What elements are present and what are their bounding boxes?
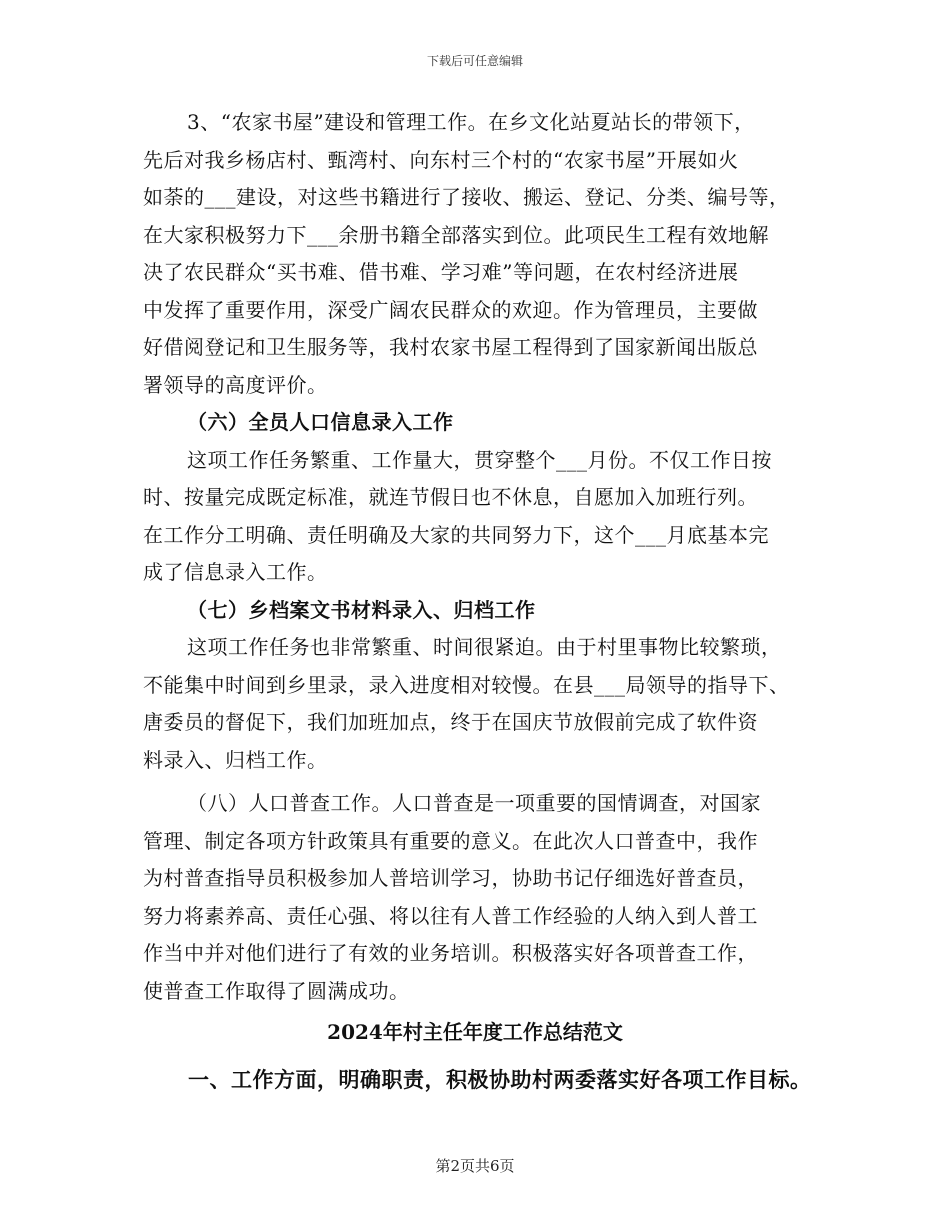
- text-line: 时、按量完成既定标准，就连节假日也不休息，自愿加入加班行列。: [143, 485, 758, 509]
- section-heading-6: （六）全员人口信息录入工作: [187, 410, 454, 434]
- text-line: 成了信息录入工作。: [143, 560, 328, 584]
- page-number-footer: 第2页共6页: [435, 1157, 515, 1175]
- text-line: （八）人口普查工作。人口普查是一项重要的国情调查，对国家: [187, 791, 761, 815]
- text-line: 管理、制定各项方针政策具有重要的意义。在此次人口普查中，我作: [143, 828, 758, 853]
- text-line: 署领导的高度评价。: [143, 372, 328, 397]
- text-line: 料录入、归档工作。: [143, 747, 328, 772]
- document-title: 2024年村主任年度工作总结范文: [327, 1020, 623, 1044]
- document-body: [143, 104, 823, 1010]
- text-line: 这项工作任务繁重、工作量大，贯穿整个___月份。不仅工作日按: [187, 447, 772, 472]
- text-line: 决了农民群众“买书难、借书难、学习难”等问题，在农村经济进展: [143, 260, 739, 284]
- text-line: 如荼的___建设，对这些书籍进行了接收、搬运、登记、分类、编号等，: [143, 185, 790, 209]
- paragraph-population-info: [143, 442, 823, 592]
- section-heading-1: 一、工作方面，明确职责，积极协助村两委落实好各项工作目标。: [188, 1067, 812, 1092]
- text-line: 使普查工作取得了圆满成功。: [143, 978, 410, 1003]
- text-line: 先后对我乡杨店村、甄湾村、向东村三个村的“农家书屋”开展如火: [143, 147, 739, 172]
- section-heading-7: （七）乡档案文书材料录入、归档工作: [187, 597, 536, 622]
- text-line: 在工作分工明确、责任明确及大家的共同努力下，这个___月底基本完: [143, 522, 769, 547]
- text-line: 努力将素养高、责任心强、将以往有人普工作经验的人纳入到人普工: [143, 903, 758, 928]
- paragraph-census: [143, 785, 823, 1010]
- text-line: 好借阅登记和卫生服务等，我村农家书屋工程得到了国家新闻出版总: [143, 335, 758, 359]
- text-line: 3、“农家书屋”建设和管理工作。在乡文化站夏站长的带领下，: [187, 110, 755, 134]
- text-line: 唐委员的督促下，我们加班加点，终于在国庆节放假前完成了软件资: [143, 710, 758, 734]
- text-line: 中发挥了重要作用，深受广阔农民群众的欢迎。作为管理员，主要做: [143, 297, 758, 322]
- paragraph-archive-entry: [143, 629, 823, 779]
- text-line: 作当中并对他们进行了有效的业务培训。积极落实好各项普查工作，: [143, 941, 758, 965]
- paragraph-farm-library: [143, 104, 823, 404]
- text-line: 为村普查指导员积极参加人普培训学习，协助书记仔细选好普查员，: [143, 866, 758, 890]
- text-line: 不能集中时间到乡里录，录入进度相对较慢。在县___局领导的指导下、: [143, 672, 790, 697]
- text-line: 在大家积极努力下___余册书籍全部落实到位。此项民生工程有效地解: [143, 222, 769, 247]
- text-line: 这项工作任务也非常繁重、时间很紧迫。由于村里事物比较繁琐，: [187, 635, 782, 659]
- header-note: 下载后可任意编辑: [426, 54, 523, 68]
